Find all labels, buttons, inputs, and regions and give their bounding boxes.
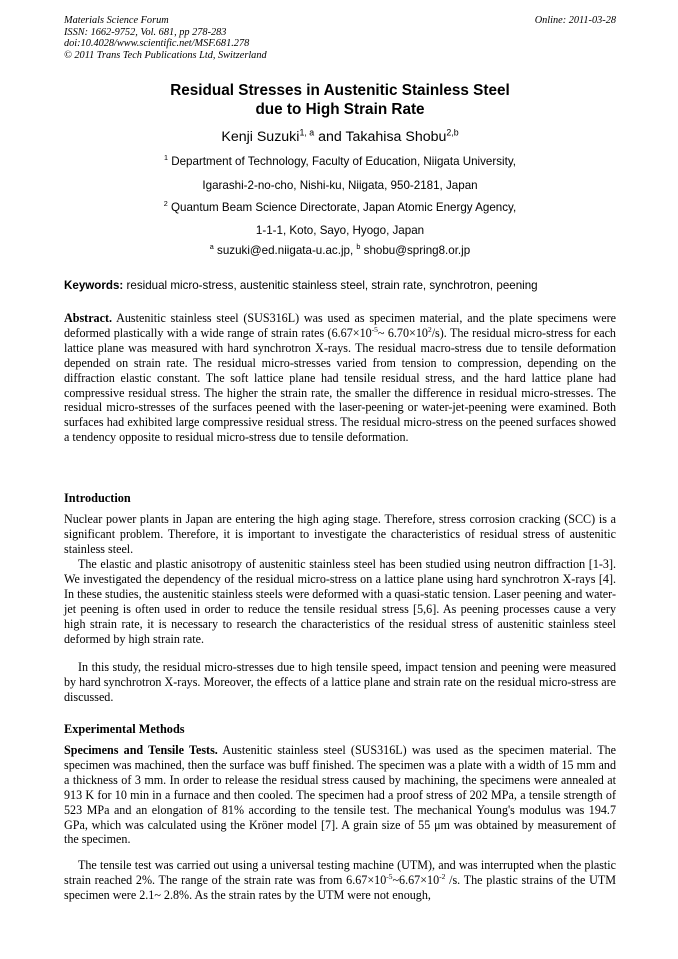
keywords	[64, 278, 616, 293]
keywords-label: Keywords:	[64, 279, 124, 292]
affiliation-2-line-2: 1-1-1, Koto, Sayo, Hyogo, Japan	[255, 224, 425, 237]
title-line-2: due to High Strain Rate	[255, 101, 425, 118]
intro-paragraph-2: The elastic and plastic anisotropy of austenitic stainless steel has been studied using neutron diffraction [1-3]. We investigated the dependency of the residual micro-stress on a lattice plane using hard synchrotron X-rays [4]. In these studies, the austenitic stainless steels were deformed with a quasi-static tension. Laser peening and water-jet peening is often used in order to reduce the tensile residual stress [5,6]. As peening processes cause a very high strain rate, it is necessary to research the characteristics of the residual stress of austenitic stainless steel deformed by high strain rate.	[64, 557, 616, 646]
section-heading-introduction: Introduction	[64, 491, 131, 505]
affiliation-text: Quantum Beam Science Directorate, Japan Atomic Energy Agency,	[171, 201, 517, 214]
section-heading-methods: Experimental Methods	[64, 722, 185, 736]
journal-header	[64, 15, 616, 61]
methods-paragraph-2	[64, 858, 616, 903]
methods-text: Austenitic stainless steel (SUS316L) was used as the specimen material. The specimen was machined, then the surface was buff finished. The specimen was a plate with a width of 15 mm and a thickness of 3 mm. In order to release the residual stress caused by machining, the specimens were annealed at 913 K for 10 min in a furnace and then cooled. The specimen had a proof stress of 202 MPa, a tensile strength of 523 MPa and an elongation of 81% according to the tensile test. The mechanical Young's modulus was 194.7 GPa, which was calculated using the Kröner model [7]. A grain size of 55 μm was obtained by measurement of the specimen.	[64, 743, 617, 847]
copyright-line: © 2011 Trans Tech Publications Ltd, Switzerland	[64, 49, 267, 61]
paper-title	[64, 81, 616, 119]
doi-line[interactable]: doi:10.4028/www.scientific.net/MSF.681.278	[64, 38, 250, 49]
affiliation-superscript: 1	[164, 153, 168, 163]
abstract-paragraph	[64, 311, 616, 445]
title-line-1: Residual Stresses in Austenitic Stainless Steel	[170, 82, 510, 99]
exponent: -5	[386, 871, 393, 881]
methods-text: ~6.67×10	[392, 872, 440, 887]
abstract-label: Abstract.	[64, 311, 113, 325]
email-address[interactable]: shobu@spring8.or.jp	[363, 244, 471, 257]
methods-text: The tensile test was carried out using a universal testing machine (UTM), and was interrupted when the plastic strain reached 2%. The range of the strain rate was from 6.67×10	[64, 858, 616, 887]
issn-line: ISSN: 1662-9752, Vol. 681, pp 278-283	[64, 26, 227, 38]
author-superscript: 2,b	[446, 127, 459, 138]
author-name: Takahisa Shobu	[345, 129, 447, 145]
exponent: -5	[371, 324, 378, 334]
email-superscript: a	[209, 242, 214, 252]
author-conjunction: and	[314, 129, 346, 145]
affiliation-1-line-1	[64, 155, 616, 169]
intro-paragraph-3: In this study, the residual micro-stresses due to high tensile speed, impact tension and peening were measured by hard synchrotron X-rays. Moreover, the effects of a lattice plane and strain rate on the residual micro-stress are discussed.	[64, 660, 616, 704]
author-superscript: 1, a	[299, 127, 315, 138]
keywords-text: residual micro-stress, austenitic stainless steel, strain rate, synchrotron, peening	[126, 279, 538, 292]
affiliation-text: Department of Technology, Faculty of Education, Niigata University,	[171, 155, 516, 168]
author-name: Kenji Suzuki	[221, 129, 300, 145]
email-address[interactable]: suzuki@ed.niigata-u.ac.jp,	[217, 244, 354, 257]
methods-paragraph-1	[64, 743, 616, 847]
exponent: -2	[439, 871, 446, 881]
author-list	[64, 128, 616, 146]
affiliation-1-line-2: Igarashi-2-no-cho, Nishi-ku, Niigata, 950-2181, Japan	[202, 179, 478, 192]
email-superscript: b	[356, 242, 361, 252]
abstract-text: Austenitic stainless steel (SUS316L) was used as specimen material, and the plate specimens were deformed plastically with a wide range of strain rates (6.67×10	[64, 311, 616, 340]
intro-paragraph-1: Nuclear power plants in Japan are entering the high aging stage. Therefore, stress corrosion cracking (SCC) is a significant problem. Therefore, it is important to investigate the characteristics of residual stress of austenitic stainless steel.	[64, 512, 616, 556]
methods-text: /s. The plastic strains of the UTM specimen were 2.1~ 2.8%. As the strain rates by the UTM were not enough,	[64, 872, 616, 902]
exponent: 2	[427, 324, 432, 334]
journal-name: Materials Science Forum	[64, 15, 169, 26]
abstract-text: ~ 6.70×10	[377, 325, 428, 340]
abstract-text: /s). The residual micro-stress for each lattice plane was measured with hard synchrotron X-rays. The residual macro-stress due to tensile deformation depended on strain rate. The residual micro-stresses varied from tension to compression, depending on the diffraction elastic constant. The soft lattice plane had tensile residual stress, and the hard lattice plane had compressive residual stress. The higher the strain rate, the smaller the difference in residual micro-stresses. The residual micro-stresses of the surfaces peened with the laser-peening or water-jet-peening were examined. Both surfaces had exhibited large compressive residual stress. The residual micro-stress on the peened surfaces showed a tendency opposite to residual micro-stress due to tensile deformation.	[64, 325, 616, 445]
subsection-label: Specimens and Tensile Tests.	[64, 743, 218, 757]
online-date: Online: 2011-03-28	[534, 15, 616, 26]
affiliation-2-line-1	[64, 201, 616, 215]
email-line	[64, 244, 616, 258]
affiliation-superscript: 2	[163, 199, 168, 209]
